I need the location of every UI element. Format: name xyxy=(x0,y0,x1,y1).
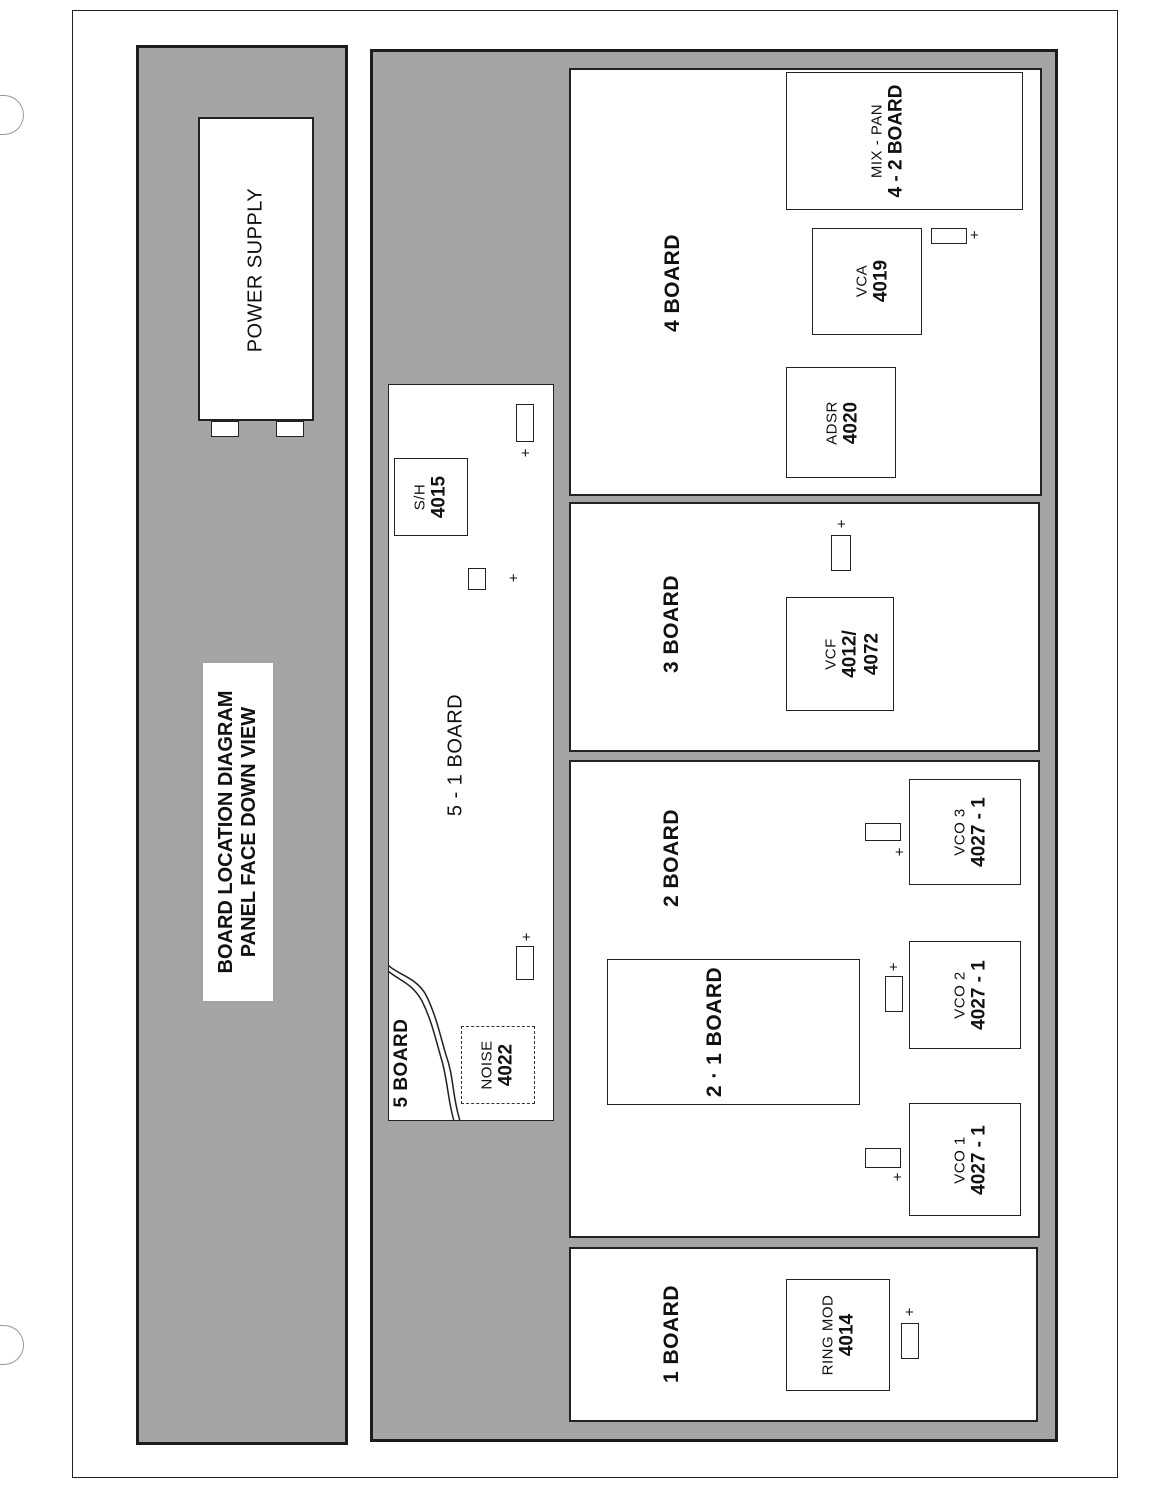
binder-hole-top xyxy=(0,95,24,135)
module-vco1-text xyxy=(951,1125,990,1195)
capacitor-vca xyxy=(931,228,967,244)
title-line-2: PANEL FACE DOWN VIEW xyxy=(238,706,260,958)
module-vco1-part: 4027 - 1 xyxy=(968,1125,990,1195)
board-5-label: 5 BOARD xyxy=(391,1018,413,1108)
board-4-2-text xyxy=(868,85,907,198)
plus-mark: + xyxy=(522,929,531,946)
board-3-label: 3 BOARD xyxy=(659,574,683,674)
module-vco1-name: VCO 1 xyxy=(951,1136,969,1184)
power-connector-2 xyxy=(276,421,304,437)
power-supply-label: POWER SUPPLY xyxy=(244,187,267,353)
capacitor-5-1-a xyxy=(516,404,534,442)
module-ring-mod-name: RING MOD xyxy=(819,1294,837,1376)
board-4-2-label: 4 - 2 BOARD xyxy=(885,84,907,198)
module-vcf-part-1: 4012/ xyxy=(839,630,861,678)
module-vca-text xyxy=(853,260,892,302)
plus-mark: + xyxy=(905,1304,914,1321)
diagram-title xyxy=(215,691,261,974)
module-adsr-text xyxy=(823,401,862,445)
module-adsr-part: 4020 xyxy=(840,401,862,445)
title-line-1: BOARD LOCATION DIAGRAM xyxy=(215,690,237,974)
capacitor-5-1-b xyxy=(468,568,486,590)
module-vco2-text xyxy=(951,960,990,1030)
module-ring-mod-text xyxy=(819,1295,858,1376)
plus-mark: + xyxy=(970,227,979,244)
plus-mark: + xyxy=(893,1169,902,1186)
module-sh-text xyxy=(411,476,450,518)
module-vcf-name: VCF xyxy=(822,638,840,670)
module-noise-name: NOISE xyxy=(478,1040,496,1090)
capacitor-ring-mod xyxy=(901,1323,919,1359)
module-noise-text xyxy=(478,1040,517,1089)
capacitor-vcf xyxy=(831,535,851,571)
module-vca-name: VCA xyxy=(853,264,871,298)
capacitor-vco2 xyxy=(885,976,903,1012)
board-2-1-label: 2 · 1 BOARD xyxy=(702,966,726,1098)
capacitor-vco1 xyxy=(865,1148,901,1168)
module-vco2-part: 4027 - 1 xyxy=(968,960,990,1030)
module-ring-mod-part: 4014 xyxy=(836,1313,858,1357)
module-vco3-text xyxy=(951,797,990,867)
board-5-1-label: 5 - 1 BOARD xyxy=(444,693,467,817)
module-sh-name: S/H xyxy=(411,483,429,511)
power-connector-1 xyxy=(211,421,239,437)
plus-mark: + xyxy=(889,959,898,976)
plus-mark: + xyxy=(521,445,530,462)
module-vco3-part: 4027 - 1 xyxy=(968,797,990,867)
module-vcf-text xyxy=(823,630,884,678)
board-2-1 xyxy=(607,959,860,1105)
plus-mark: + xyxy=(895,844,904,861)
module-vcf-part-2: 4072 xyxy=(861,632,883,676)
module-vco3-name: VCO 3 xyxy=(951,808,969,856)
capacitor-5-1-c xyxy=(516,946,534,980)
board-2-label: 2 BOARD xyxy=(659,808,683,908)
capacitor-vco3 xyxy=(865,823,901,841)
module-vco2-name: VCO 2 xyxy=(951,971,969,1019)
binder-hole-bottom xyxy=(0,1325,24,1365)
plus-mark: + xyxy=(509,570,518,587)
plus-mark: + xyxy=(837,516,846,533)
module-vca-part: 4019 xyxy=(870,259,892,303)
module-sh-part: 4015 xyxy=(428,475,450,519)
board-1-label: 1 BOARD xyxy=(659,1284,683,1384)
module-noise-part: 4022 xyxy=(495,1043,517,1087)
board-4-2-name: MIX - PAN xyxy=(868,103,886,179)
board-4-label: 4 BOARD xyxy=(660,233,684,333)
module-adsr-name: ADSR xyxy=(823,401,841,445)
